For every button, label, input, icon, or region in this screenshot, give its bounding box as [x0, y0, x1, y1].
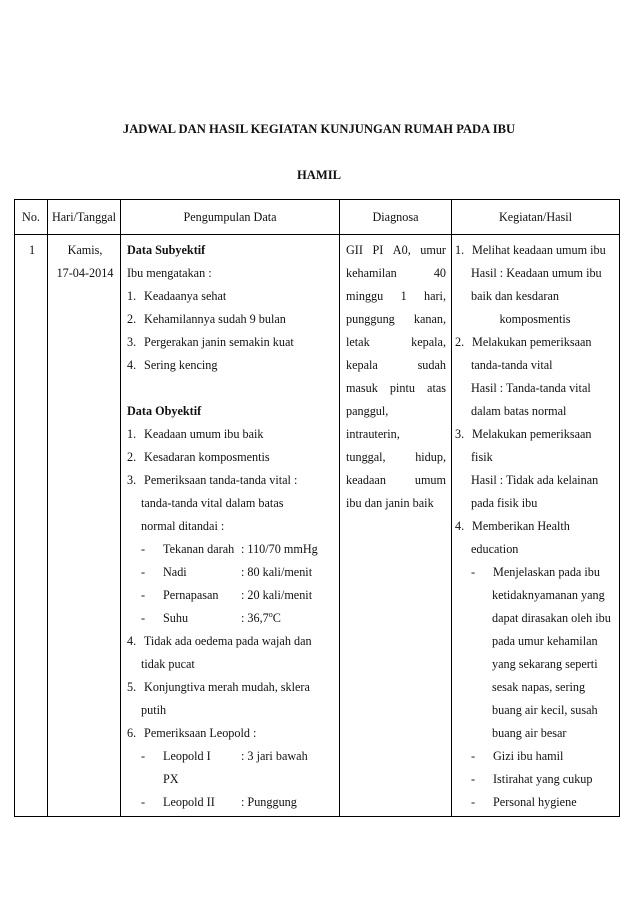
activity-result: Hasil : Keadaan umum ibu	[471, 266, 602, 280]
diagnosis-line: intrauterin,	[346, 427, 400, 441]
cell-activity	[452, 235, 620, 817]
objective-item: 3. Pemeriksaan tanda-tanda vital :	[127, 473, 298, 487]
objective-item: 2. Kesadaran komposmentis	[127, 450, 270, 464]
activity-item: 1. Melihat keadaan umum ibu	[455, 243, 606, 257]
education-item: - Menjelaskan pada ibu	[471, 565, 600, 579]
leopold-item: - Leopold II : Punggung	[141, 795, 297, 809]
activity-result: Hasil : Tanda-tanda vital	[471, 381, 591, 395]
row-date: 17-04-2014	[56, 266, 114, 280]
objective-item: 5. Konjungtiva merah mudah, sklera	[127, 680, 310, 694]
diagnosis-line: panggul,	[346, 404, 389, 418]
subjective-intro: Ibu mengatakan :	[127, 266, 212, 280]
vital-sign: - Suhu : 36,7$^o$C	[141, 609, 281, 625]
leopold-item: - Leopold I : 3 jari bawah	[141, 749, 308, 763]
vital-sign: - Tekanan darah : 110/70 mmHg	[141, 542, 318, 556]
header-date: Hari/Tanggal	[48, 200, 121, 235]
vital-sign: - Nadi : 80 kali/menit	[141, 565, 313, 579]
activity-result: Hasil : Tidak ada kelainan	[471, 473, 599, 487]
objective-item: 4. Tidak ada oedema pada wajah dan	[127, 634, 312, 648]
diagnosis-line: keadaan umum	[346, 473, 446, 487]
objective-item: 1. Keadaan umum ibu baik	[127, 427, 264, 441]
education-item: - Gizi ibu hamil	[471, 749, 564, 763]
header-diagnosis: Diagnosa	[340, 200, 452, 235]
diagnosis-line: kepala sudah	[346, 358, 446, 372]
activity-result: fisik	[471, 450, 493, 464]
diagnosis-line: GII PI A0, umur	[346, 243, 446, 257]
education-item-cont: buang air kecil, susah	[492, 703, 598, 717]
cell-diagnosis	[340, 235, 452, 817]
objective-title: Data Obyektif	[127, 404, 202, 418]
objective-item-cont: putih	[141, 703, 167, 717]
vital-sign: - Pernapasan : 20 kali/menit	[141, 588, 313, 602]
leopold-item-cont: PX	[163, 772, 179, 786]
activity-result: dalam batas normal	[471, 404, 567, 418]
cell-date	[48, 235, 121, 817]
table-row	[15, 235, 620, 817]
activity-result: education	[471, 542, 519, 556]
education-item: - Personal hygiene	[471, 795, 577, 809]
subjective-item: 1. Keadaanya sehat	[127, 289, 227, 303]
education-item-cont: yang sekarang seperti	[492, 657, 598, 671]
cell-no	[15, 235, 48, 817]
activity-item: 2. Melakukan pemeriksaan	[455, 335, 592, 349]
diagnosis-line: minggu 1 hari,	[346, 289, 446, 303]
diagnosis-line: punggung kanan,	[346, 312, 446, 326]
activity-item: 3. Melakukan pemeriksaan	[455, 427, 592, 441]
objective-item-cont: normal ditandai :	[141, 519, 225, 533]
diagnosis-line: kehamilan 40	[346, 266, 446, 280]
activity-item: 4. Memberikan Health	[455, 519, 570, 533]
row-number: 1	[28, 243, 36, 257]
subjective-item: 2. Kehamilannya sudah 9 bulan	[127, 312, 286, 326]
header-data: Pengumpulan Data	[121, 200, 340, 235]
header-no: No.	[15, 200, 48, 235]
row-day: Kamis,	[67, 243, 103, 257]
education-item-cont: buang air besar	[492, 726, 567, 740]
activity-result: pada fisik ibu	[471, 496, 538, 510]
cell-data	[121, 235, 340, 817]
diagnosis-line: masuk pintu atas	[346, 381, 446, 395]
activity-result: komposmentis	[499, 312, 571, 326]
education-item-cont: dapat dirasakan oleh ibu	[492, 611, 611, 625]
document-title: JADWAL DAN HASIL KEGIATAN KUNJUNGAN RUMAH PADA IBU	[122, 122, 516, 136]
schedule-table	[14, 199, 620, 817]
document-title-continuation: HAMIL	[296, 168, 342, 182]
diagnosis-line: ibu dan janin baik	[346, 496, 434, 510]
activity-result: tanda-tanda vital	[471, 358, 553, 372]
subjective-title: Data Subyektif	[127, 243, 206, 257]
education-item-cont: pada umur kehamilan	[492, 634, 598, 648]
subjective-item: 3. Pergerakan janin semakin kuat	[127, 335, 294, 349]
table-header-row	[15, 200, 620, 235]
header-activity: Kegiatan/Hasil	[452, 200, 620, 235]
activity-result: baik dan kesdaran	[471, 289, 559, 303]
objective-item-cont: tidak pucat	[141, 657, 195, 671]
objective-item-cont: tanda-tanda vital dalam batas	[141, 496, 284, 510]
objective-item: 6. Pemeriksaan Leopold :	[127, 726, 257, 740]
education-item-cont: ketidaknyamanan yang	[492, 588, 605, 602]
diagnosis-line: letak kepala,	[346, 335, 446, 349]
diagnosis-line: tunggal, hidup,	[346, 450, 446, 464]
education-item-cont: sesak napas, sering	[492, 680, 586, 694]
education-item: - Istirahat yang cukup	[471, 772, 593, 786]
subjective-item: 4. Sering kencing	[127, 358, 218, 372]
